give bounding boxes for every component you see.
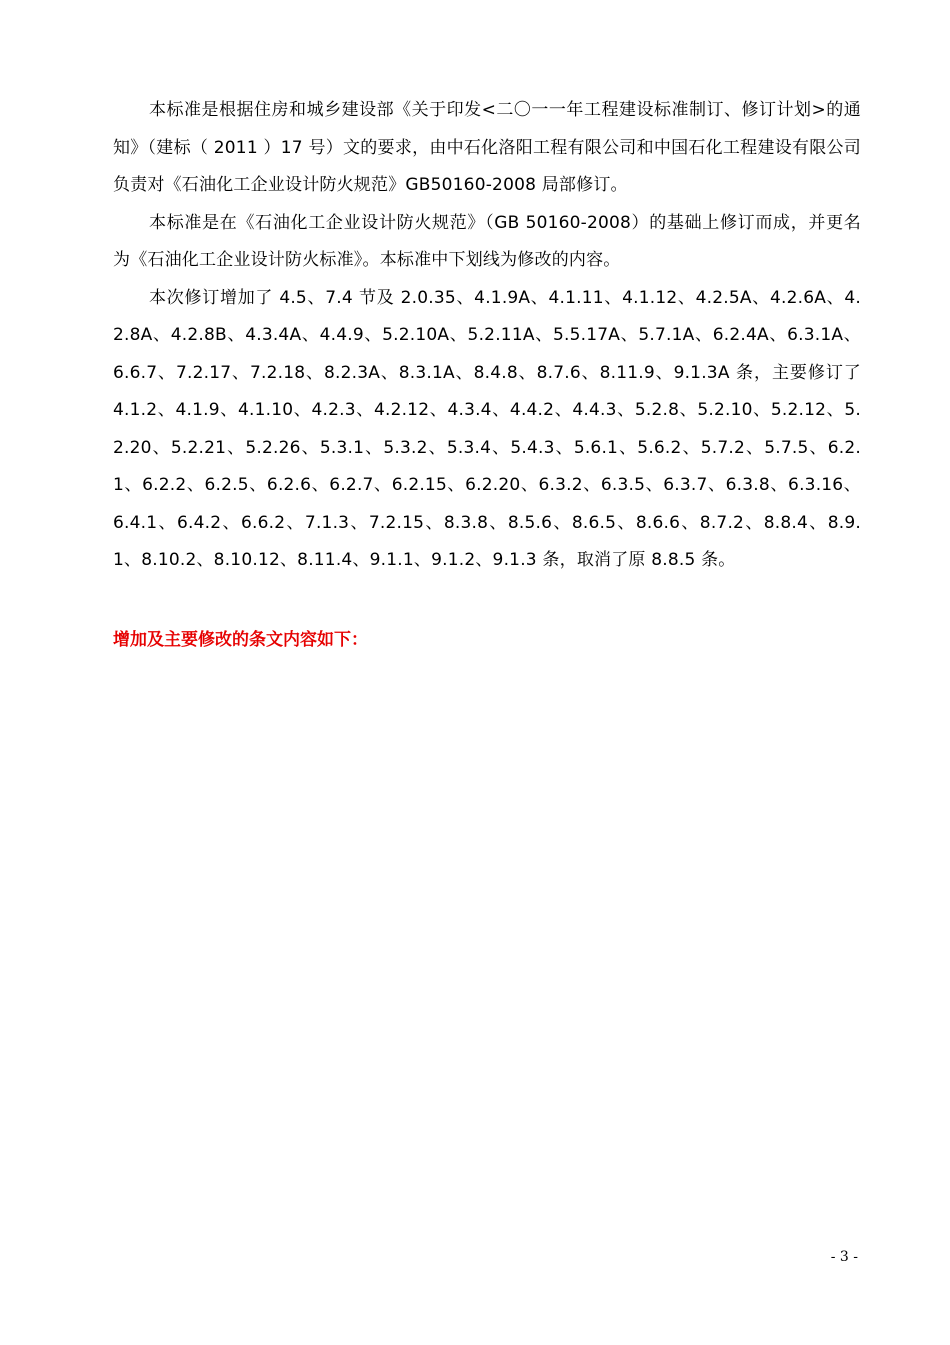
section-heading: 增加及主要修改的条文内容如下：: [113, 630, 368, 650]
document-body: [113, 92, 861, 580]
paragraph-renaming: 本标准是在《石油化工企业设计防火规范》（GB 50160-2008）的基础上修订而成，并更名为《石油化工企业设计防火标准》。本标准中下划线为修改的内容。: [113, 212, 861, 270]
paragraph-revision-list: 本次修订增加了 4.5、7.4 节及 2.0.35、4.1.9A、4.1.11、4.1.12、4.2.5A、4.2.6A、4.2.8A、4.2.8B、4.3.4A、4.4.9、5.2.10A、5.2.11A、5.5.17A、5.7.1A、6.2.4A、6.3.1A、6.6.7、7.2.17、7.2.18、8.2.3A、8.3.1A、8.4.8、8.7.6、8.11.9、9.1.3A 条，主要修订了 4.1.2、4.1.9、4.1.10、4.2.3、4.2.12、4.3.4、4.4.2、4.4.3、5.2.8、5.2.10、5.2.12、5.2.20、5.2.21、5.2.26、5.3.1、5.3.2、5.3.4、5.4.3、5.6.1、5.6.2、5.7.2、5.7.5、6.2.1、6.2.2、6.2.5、6.2.6、6.2.7、6.2.15、6.2.20、6.3.2、6.3.5、6.3.7、6.3.8、6.3.16、6.4.1、6.4.2、6.6.2、7.1.3、7.2.15、8.3.8、8.5.6、8.6.5、8.6.6、8.7.2、8.8.4、8.9.1、8.10.2、8.10.12、8.11.4、9.1.1、9.1.2、9.1.3 条，取消了原 8.8.5 条。: [113, 287, 861, 570]
paragraph-basis: 本标准是根据住房和城乡建设部《关于印发<二〇一一年工程建设标准制订、修订计划>的通知》（建标（ 2011 ）17 号）文的要求，由中石化洛阳工程有限公司和中国石化工程建设有限公司负责对《石油化工企业设计防火规范》GB50160-2008 局部修订。: [113, 100, 861, 195]
page-number: - 3 -: [830, 1249, 858, 1265]
